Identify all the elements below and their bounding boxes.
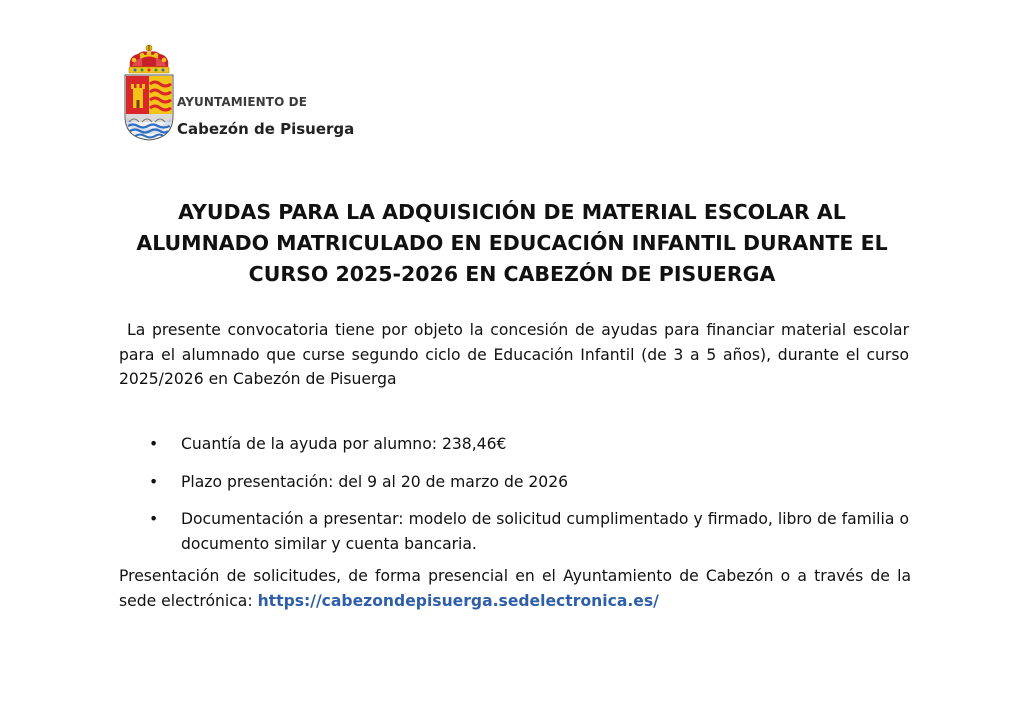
municipal-logo (120, 44, 360, 144)
list-item-documentation (0, 507, 909, 556)
list-item-text: Plazo presentación: del 9 al 20 de marzo de 2026 (181, 472, 569, 491)
document-title (100, 197, 924, 290)
title-line-2: ALUMNADO MATRICULADO EN EDUCACIÓN INFANTIL DURANTE EL (136, 231, 888, 255)
bullet-icon: • (149, 510, 159, 528)
requirements-list (0, 432, 1024, 569)
list-item-deadline (0, 470, 909, 495)
title-line-3: CURSO 2025-2026 EN CABEZÓN DE PISUERGA (248, 262, 776, 286)
bullet-icon: • (149, 472, 159, 491)
list-item-text: Cuantía de la ayuda por alumno: 238,46€ (181, 435, 507, 453)
logo-town-name: Cabezón de Pisuerga (177, 120, 355, 138)
title-line-1: AYUDAS PARA LA ADQUISICIÓN DE MATERIAL ESCOLAR AL (178, 200, 846, 224)
submission-text: Presentación de solicitudes, de forma presencial en el Ayuntamiento de Cabezón o a través de la sede electrónica: (119, 567, 911, 610)
intro-paragraph: La presente convocatoria tiene por objeto la concesión de ayudas para financiar material escolar para el alumnado que curse segundo ciclo de Educación Infantil (de 3 a 5 años), durante el curso 2025/2026 en Cabezón de Pisuerga (119, 321, 909, 388)
logo-subtitle: AYUNTAMIENTO DE (177, 95, 308, 109)
list-item-amount (0, 432, 909, 457)
bullet-icon: • (149, 435, 159, 453)
list-item-text: Documentación a presentar: modelo de solicitud cumplimentado y firmado, libro de familia o documento similar y cuenta bancaria. (181, 510, 909, 553)
coat-of-arms-icon (120, 44, 178, 142)
submission-paragraph (119, 564, 911, 613)
electronic-office-link[interactable]: https://cabezondepisuerga.sedelectronica.es/ (257, 591, 659, 610)
